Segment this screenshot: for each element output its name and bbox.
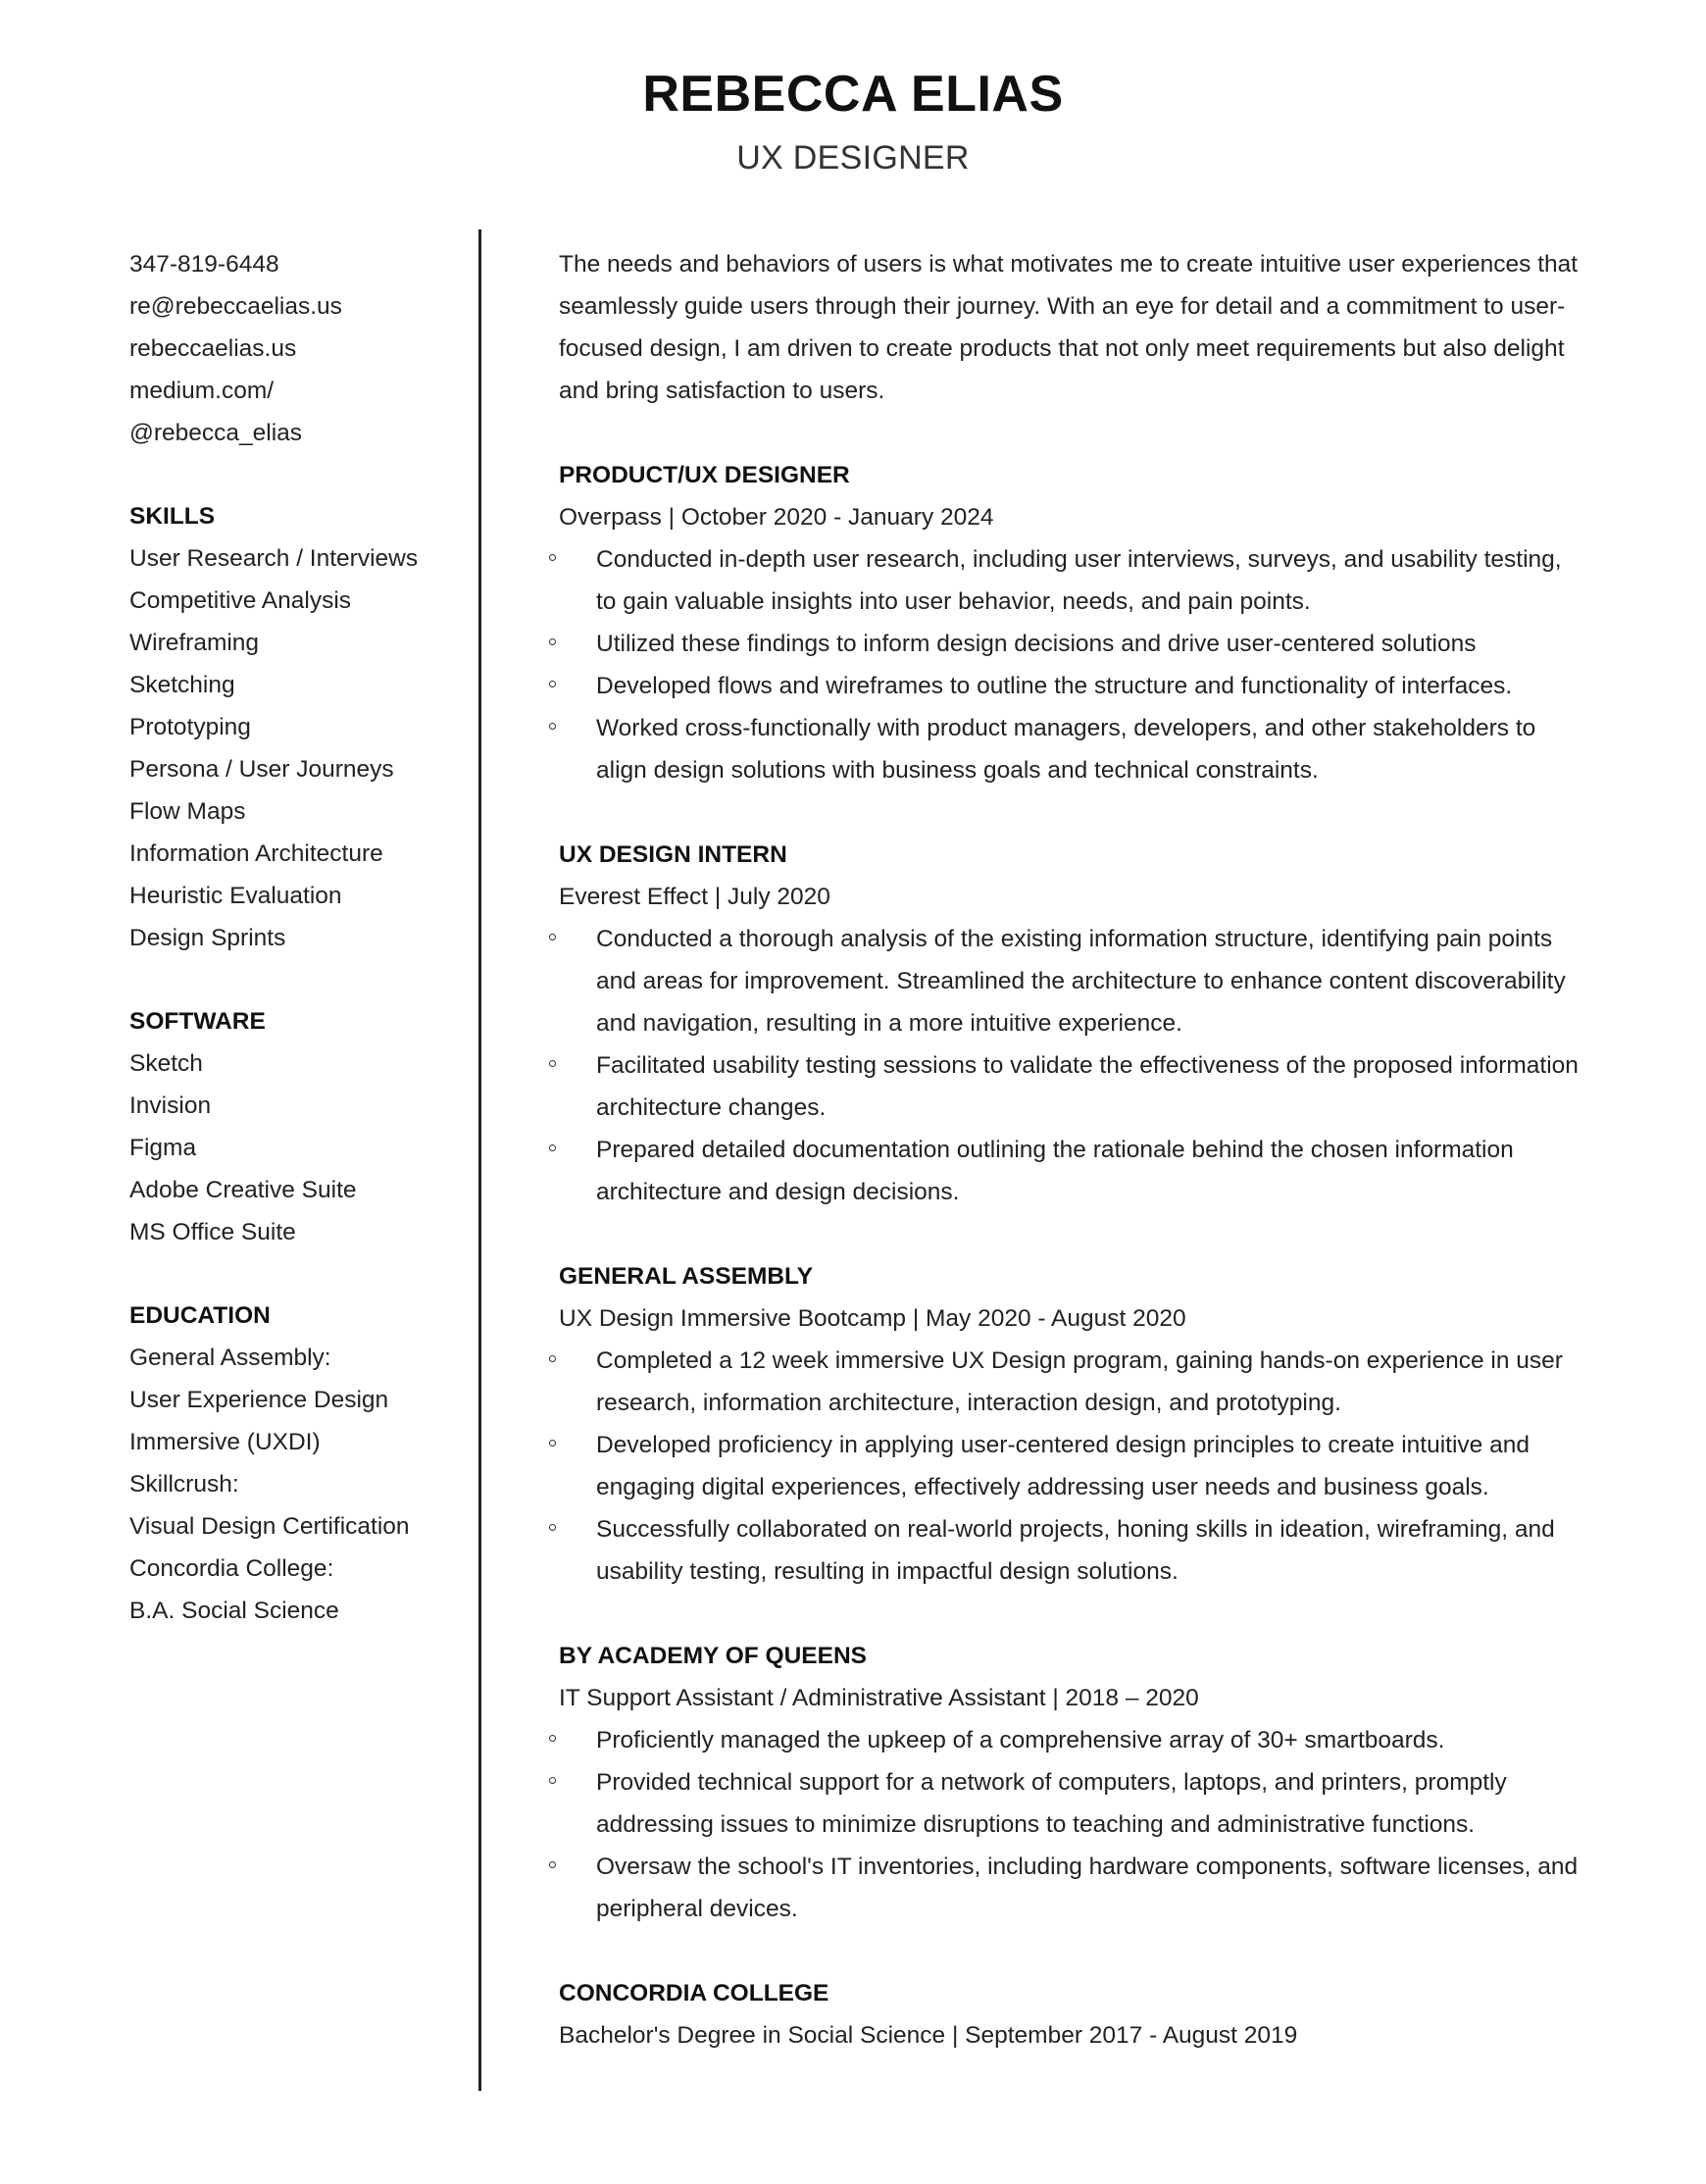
bullet-text: Developed flows and wireframes to outline the structure and functionality of interfaces.: [596, 673, 1513, 699]
skills-heading: SKILLS: [129, 503, 216, 530]
software-item: Sketch: [129, 1050, 203, 1077]
circle-bullet-icon: [549, 1735, 556, 1742]
circle-bullet-icon: [549, 934, 556, 940]
bullet-text: Worked cross-functionally with product managers, developers, and other stakeholders to align design solutions with business goals and technical constraints.: [596, 715, 1536, 784]
skill-item: Design Sprints: [129, 925, 286, 951]
circle-bullet-icon: [549, 1777, 556, 1784]
job-title: GENERAL ASSEMBLY: [559, 1263, 814, 1290]
software-heading: SOFTWARE: [129, 1008, 266, 1035]
education-item: General Assembly:: [129, 1345, 331, 1371]
education-section: [129, 1295, 463, 1632]
bullet-text: Completed a 12 week immersive UX Design program, gaining hands-on experience in user research, information architecture, interaction design, and prototyping.: [596, 1347, 1563, 1416]
job-meta: Overpass | October 2020 - January 2024: [559, 504, 994, 531]
job-title: CONCORDIA COLLEGE: [559, 1980, 829, 2006]
skill-item: Wireframing: [129, 630, 260, 656]
bullet-text: Developed proficiency in applying user-centered design principles to create intuitive and engaging digital experiences, effectively addressing user needs and business goals.: [596, 1432, 1530, 1500]
circle-bullet-icon: [549, 1144, 556, 1151]
bullet-item: [559, 1761, 1579, 1846]
bullet-text: Prepared detailed documentation outlining the rationale behind the chosen information architecture and design decisions.: [596, 1137, 1514, 1205]
job-meta: Bachelor's Degree in Social Science | September 2017 - August 2019: [559, 2022, 1298, 2049]
job-meta: IT Support Assistant / Administrative Assistant | 2018 – 2020: [559, 1685, 1199, 1711]
contact-email[interactable]: re@rebeccaelias.us: [129, 293, 342, 320]
skill-item: Prototyping: [129, 714, 251, 740]
experience-entry: [559, 1255, 1579, 1593]
circle-bullet-icon: [549, 1060, 556, 1067]
skill-item: Persona / User Journeys: [129, 756, 394, 783]
job-title: BY ACADEMY OF QUEENS: [559, 1643, 868, 1669]
education-item: Skillcrush:: [129, 1471, 239, 1498]
bullet-item: [559, 623, 1579, 665]
bullet-text: Conducted a thorough analysis of the existing information structure, identifying pain points and areas for improvement. Streamlined the architecture to enhance content discoverability and navigation, resulting in a more intuitive experience.: [596, 926, 1566, 1037]
bullet-list: [559, 1719, 1579, 1930]
circle-bullet-icon: [549, 681, 556, 687]
job-title: PRODUCT/UX DESIGNER: [559, 462, 850, 488]
bullet-item: [559, 1129, 1579, 1213]
experience-entry: [559, 1972, 1579, 2057]
bullet-item: [559, 538, 1579, 623]
bullet-text: Utilized these findings to inform design decisions and drive user-centered solutions: [596, 631, 1477, 657]
experience-entry: [559, 454, 1579, 791]
skill-item: Sketching: [129, 672, 235, 698]
column-divider: [478, 229, 481, 2091]
skills-section: [129, 495, 463, 959]
skill-item: User Research / Interviews: [129, 545, 419, 572]
bullet-text: Provided technical support for a network of computers, laptops, and printers, promptly addressing issues to minimize disruptions to teaching and administrative functions.: [596, 1769, 1507, 1838]
job-title: UX DESIGN INTERN: [559, 841, 787, 868]
circle-bullet-icon: [549, 1355, 556, 1362]
software-item: Adobe Creative Suite: [129, 1177, 357, 1203]
skill-item: Heuristic Evaluation: [129, 883, 342, 909]
software-item: MS Office Suite: [129, 1219, 296, 1245]
bullet-item: [559, 918, 1579, 1044]
bullet-item: [559, 1044, 1579, 1129]
bullet-list: [559, 1340, 1579, 1593]
bullet-item: [559, 1508, 1579, 1593]
bullet-text: Oversaw the school's IT inventories, including hardware components, software licenses, and peripheral devices.: [596, 1854, 1579, 1922]
profile-summary: The needs and behaviors of users is what motivates me to create intuitive user experiences that seamlessly guide users through their journey. With an eye for detail and a commitment to user-focused design, I am driven to create products that not only meet requirements but also delight and bring satisfaction to users.: [559, 251, 1579, 404]
bullet-text: Facilitated usability testing sessions to validate the effectiveness of the proposed information architecture changes.: [596, 1052, 1579, 1121]
bullet-text: Proficiently managed the upkeep of a comprehensive array of 30+ smartboards.: [596, 1727, 1445, 1753]
job-meta: UX Design Immersive Bootcamp | May 2020 - August 2020: [559, 1305, 1186, 1332]
left-column: [129, 243, 463, 1632]
bullet-list: [559, 918, 1579, 1213]
bullet-text: Successfully collaborated on real-world projects, honing skills in ideation, wireframing, and usability testing, resulting in impactful design solutions.: [596, 1516, 1555, 1585]
bullet-item: [559, 1424, 1579, 1508]
education-item: Concordia College:: [129, 1555, 334, 1582]
bullet-item: [559, 1340, 1579, 1424]
education-item: User Experience Design: [129, 1387, 389, 1413]
resume-role: UX DESIGNER: [736, 139, 970, 177]
right-column: [559, 243, 1579, 2057]
skill-item: Flow Maps: [129, 798, 246, 825]
education-item: Immersive (UXDI): [129, 1429, 321, 1455]
bullet-item: [559, 1846, 1579, 1930]
job-meta: Everest Effect | July 2020: [559, 884, 830, 910]
software-item: Figma: [129, 1135, 197, 1161]
bullet-list: [559, 538, 1579, 791]
bullet-text: Conducted in-depth user research, including user interviews, surveys, and usability testing, to gain valuable insights into user behavior, needs, and pain points.: [596, 546, 1562, 615]
bullet-item: [559, 1719, 1579, 1761]
contact-medium[interactable]: medium.com/: [129, 378, 275, 404]
contact-website[interactable]: rebeccaelias.us: [129, 335, 297, 362]
experience-entry: [559, 834, 1579, 1213]
bullet-item: [559, 707, 1579, 791]
education-item: Visual Design Certification: [129, 1513, 410, 1540]
circle-bullet-icon: [549, 1524, 556, 1531]
education-item: B.A. Social Science: [129, 1598, 339, 1624]
skill-item: Information Architecture: [129, 840, 383, 867]
contact-phone: 347-819-6448: [129, 251, 279, 278]
circle-bullet-icon: [549, 723, 556, 730]
skill-item: Competitive Analysis: [129, 587, 352, 614]
circle-bullet-icon: [549, 638, 556, 645]
education-heading: EDUCATION: [129, 1302, 271, 1329]
experience-entry: [559, 1635, 1579, 1930]
contact-block: [129, 243, 463, 454]
software-section: [129, 1000, 463, 1253]
bullet-item: [559, 665, 1579, 707]
circle-bullet-icon: [549, 1861, 556, 1868]
contact-handle[interactable]: @rebecca_elias: [129, 420, 303, 446]
resume-name: REBECCA ELIAS: [642, 66, 1064, 123]
circle-bullet-icon: [549, 554, 556, 561]
software-item: Invision: [129, 1092, 212, 1119]
circle-bullet-icon: [549, 1440, 556, 1447]
